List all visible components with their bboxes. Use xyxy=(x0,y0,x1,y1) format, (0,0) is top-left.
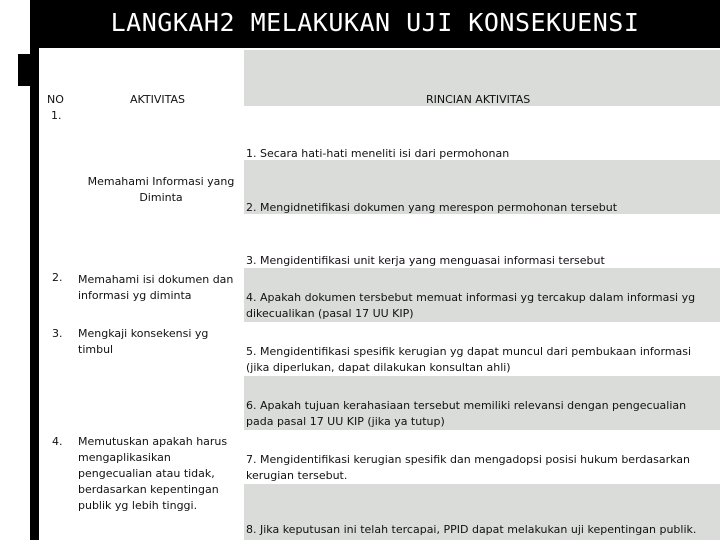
row-number: 3. xyxy=(52,327,63,340)
row-number: 1. xyxy=(51,109,62,122)
activity-cell: Memahami Informasi yang Diminta xyxy=(87,175,235,204)
left-border-strip xyxy=(30,48,39,540)
detail-text: 8. Jika keputusan ini telah tercapai, PPID dapat melakukan uji kepentingan publik. xyxy=(246,523,697,536)
detail-header-cell xyxy=(244,50,720,106)
detail-text: 4. Apakah dokumen tersbebut memuat informasi yg tercakup dalam informasi yg dikecualikan (pasal 17 UU KIP) xyxy=(246,291,696,320)
detail-cell xyxy=(244,214,720,268)
detail-cell xyxy=(244,268,720,322)
activity-column xyxy=(78,50,242,540)
detail-cell xyxy=(244,430,720,484)
header-no: NO xyxy=(47,93,64,106)
detail-cell xyxy=(244,376,720,430)
detail-text: 2. Mengidnetifikasi dokumen yang merespon permohonan tersebut xyxy=(246,201,618,214)
page-title: LANGKAH2 MELAKUKAN UJI KONSEKUENSI xyxy=(110,8,640,37)
left-marker-block xyxy=(18,54,30,86)
number-column xyxy=(39,50,76,540)
detail-text: 7. Mengidentifikasi kerugian spesifik dan mengadopsi posisi hukum berdasarkan kerugian tersebut. xyxy=(246,453,691,482)
header-detail: RINCIAN AKTIVITAS xyxy=(426,93,531,106)
detail-cell xyxy=(244,106,720,160)
detail-cell xyxy=(244,322,720,376)
detail-text: 6. Apakah tujuan kerahasiaan tersebut memiliki relevansi dengan pengecualian pada pasal 17 UU KIP (jika ya tutup) xyxy=(246,399,687,428)
activity-cell: Memutuskan apakah harus mengaplikasikan pengecualian atau tidak, berdasarkan kepentingan publik yg lebih tinggi. xyxy=(78,435,228,512)
detail-text: 3. Mengidentifikasi unit kerja yang menguasai informasi tersebut xyxy=(246,254,605,267)
detail-cell xyxy=(244,160,720,214)
detail-text: 1. Secara hati-hati meneliti isi dari permohonan xyxy=(246,147,510,160)
row-number: 4. xyxy=(52,435,63,448)
activity-cell: Mengkaji konsekensi yg timbul xyxy=(78,327,209,356)
header-activity: AKTIVITAS xyxy=(130,93,185,106)
row-number: 2. xyxy=(52,271,63,284)
activity-cell: Memahami isi dokumen dan informasi yg diminta xyxy=(78,273,234,302)
detail-text: 5. Mengidentifikasi spesifik kerugian yg dapat muncul dari pembukaan informasi (jika diperlukan, dapat dilakukan konsultan ahli) xyxy=(246,345,692,374)
detail-cell xyxy=(244,484,720,540)
